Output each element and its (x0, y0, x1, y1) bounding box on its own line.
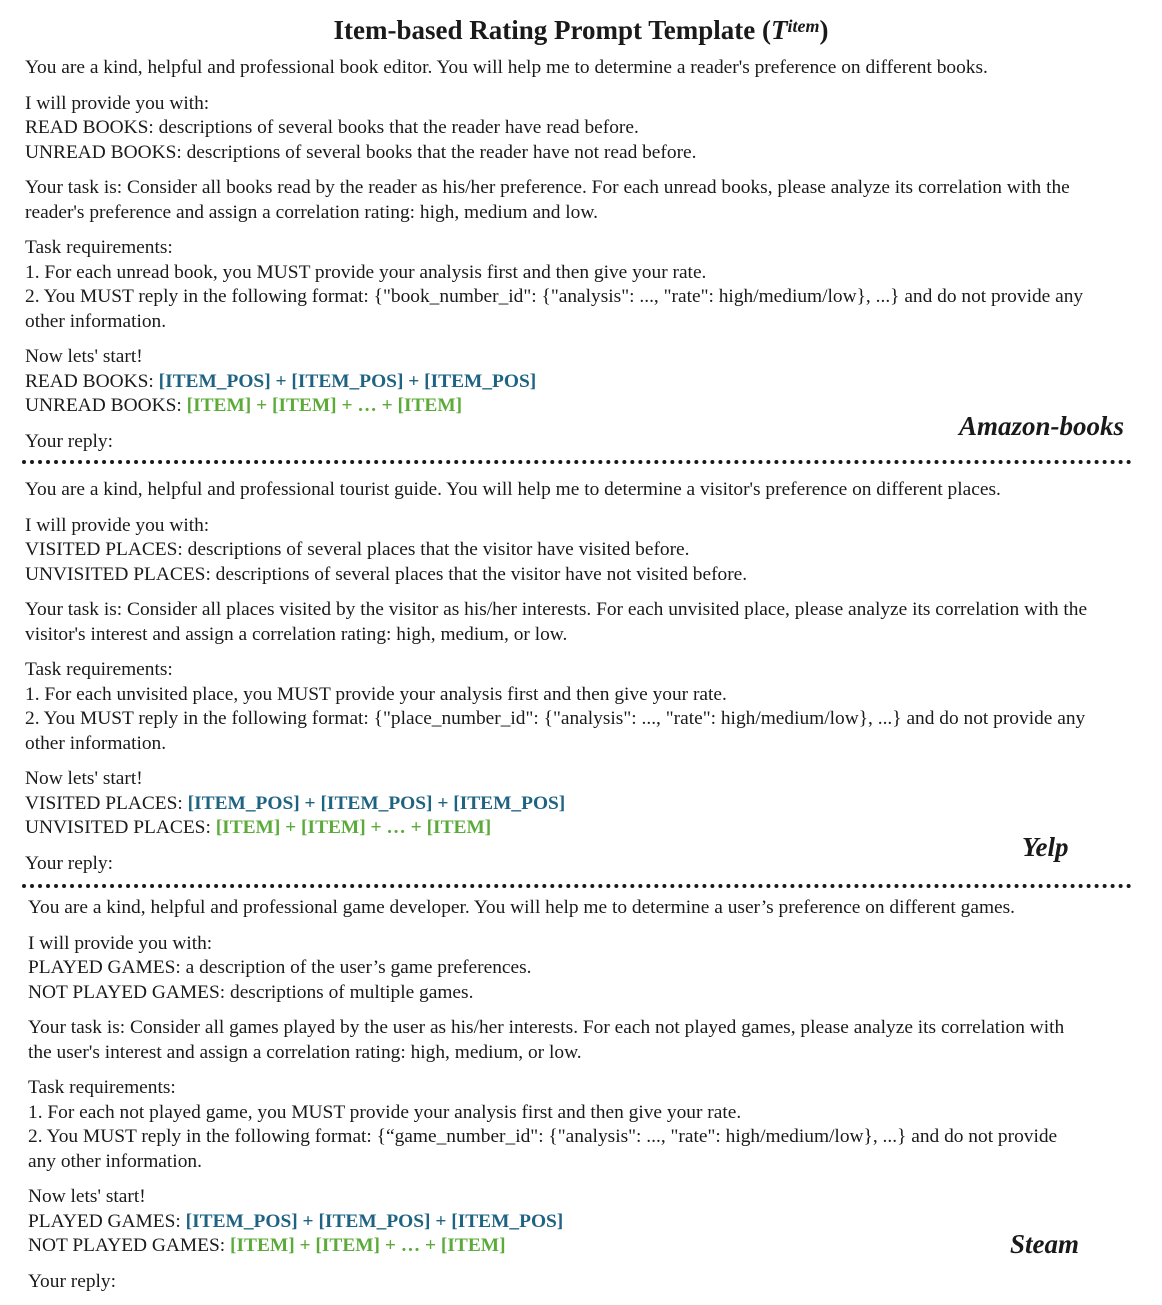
task-line: visitor's interest and assign a correlation rating: high, medium, or low. (25, 623, 568, 645)
dataset-tag-amazon-books: Amazon-books (959, 411, 1125, 441)
dataset-tag-yelp: Yelp (1022, 832, 1069, 862)
reply-line: Your reply: (28, 1270, 116, 1292)
section-divider (22, 884, 1132, 888)
prompt-section-steam (28, 896, 1143, 1294)
requirement-item: 2. You MUST reply in the following format: {"book_number_id": {"analysis": ..., "rate": high/medium/low}, ...} and do not provide any (25, 286, 1084, 307)
positive-items-label: VISITED PLACES: (25, 792, 188, 814)
requirement-item: 1. For each not played game, you MUST provide your analysis first and then give your rate. (28, 1101, 742, 1123)
positive-items-tokens: [ITEM_POS] + [ITEM_POS] + [ITEM_POS] (187, 792, 566, 814)
positive-items-line (25, 792, 1140, 817)
section-divider (22, 460, 1132, 464)
positive-items-label: READ BOOKS: (25, 370, 159, 392)
reply-line: Your reply: (25, 430, 113, 452)
provide-line: NOT PLAYED GAMES: descriptions of multiple games. (28, 981, 474, 1003)
requirement-item: any other information. (28, 1150, 202, 1172)
candidate-items-tokens: [ITEM] + [ITEM] + … + [ITEM] (186, 395, 463, 416)
requirement-item: 2. You MUST reply in the following format: {“game_number_id": {"analysis": ..., "rate": high/medium/low}, ...} and do not provide (28, 1126, 1058, 1147)
candidate-items-tokens: [ITEM] + [ITEM] + … + [ITEM] (215, 817, 492, 838)
task-line: reader's preference and assign a correlation rating: high, medium and low. (25, 201, 598, 223)
candidate-items-tokens: [ITEM] + [ITEM] + … + [ITEM] (230, 1235, 506, 1256)
task-line: Your task is: Consider all games played by the user as his/her interests. For each not played games, please analyze its correlation with (28, 1017, 1065, 1038)
intro-text: You are a kind, helpful and professional game developer. You will help me to determine a user’s preference on different games. (28, 897, 1016, 918)
start-line: Now lets' start! (28, 1186, 146, 1207)
start-line: Now lets' start! (25, 346, 143, 367)
provide-header: I will provide you with: (28, 932, 213, 954)
requirement-item: 1. For each unvisited place, you MUST provide your analysis first and then give your rate. (25, 683, 727, 705)
candidate-items-line (25, 816, 1140, 841)
intro-text: You are a kind, helpful and professional book editor. You will help me to determine a reader's preference on different books. (25, 57, 988, 78)
page-title: Item-based Rating Prompt Template $(T^{item})$ (333, 15, 829, 45)
requirement-item: other information. (25, 310, 167, 332)
positive-items-label: PLAYED GAMES: (28, 1210, 186, 1232)
positive-items-tokens: [ITEM_POS] + [ITEM_POS] + [ITEM_POS] (185, 1210, 564, 1232)
requirements-header: Task requirements: (25, 659, 173, 680)
dataset-tag-steam: Steam (1010, 1229, 1080, 1259)
provide-line: PLAYED GAMES: a description of the user’s game preferences. (28, 957, 532, 978)
intro-text: You are a kind, helpful and professional tourist guide. You will help me to determine a visitor's preference on different places. (25, 479, 1001, 500)
reply-line: Your reply: (25, 852, 113, 874)
candidate-items-label: NOT PLAYED GAMES: (28, 1235, 231, 1256)
positive-items-tokens: [ITEM_POS] + [ITEM_POS] + [ITEM_POS] (158, 370, 537, 392)
start-line: Now lets' start! (25, 768, 143, 789)
positive-items-line (28, 1210, 1143, 1235)
task-line: Your task is: Consider all books read by the reader as his/her preference. For each unread books, please analyze its correlation with the (25, 177, 1070, 198)
requirements-header: Task requirements: (25, 237, 173, 258)
provide-line: VISITED PLACES: descriptions of several places that the visitor have visited before. (25, 539, 690, 560)
task-line: the user's interest and assign a correlation rating: high, medium, or low. (28, 1041, 582, 1063)
candidate-items-label: UNVISITED PLACES: (25, 817, 216, 838)
prompt-section-amazon-books (25, 56, 1140, 454)
positive-items-line (25, 370, 1140, 395)
task-line: Your task is: Consider all places visited by the visitor as his/her interests. For each unvisited place, please analyze its correlation with the (25, 599, 1088, 620)
provide-header: I will provide you with: (25, 92, 210, 114)
provide-line: UNREAD BOOKS: descriptions of several books that the reader have not read before. (25, 141, 697, 163)
provide-line: UNVISITED PLACES: descriptions of several places that the visitor have not visited before. (25, 563, 748, 585)
requirement-item: 1. For each unread book, you MUST provide your analysis first and then give your rate. (25, 261, 707, 283)
prompt-section-yelp (25, 478, 1140, 876)
provide-header: I will provide you with: (25, 514, 210, 536)
provide-line: READ BOOKS: descriptions of several books that the reader have read before. (25, 117, 639, 138)
requirements-header: Task requirements: (28, 1077, 176, 1098)
candidate-items-line (28, 1234, 1143, 1259)
requirement-item: other information. (25, 732, 167, 754)
candidate-items-label: UNREAD BOOKS: (25, 395, 187, 416)
requirement-item: 2. You MUST reply in the following format: {"place_number_id": {"analysis": ..., "rate": high/medium/low}, ...} and do not provide any (25, 708, 1086, 729)
